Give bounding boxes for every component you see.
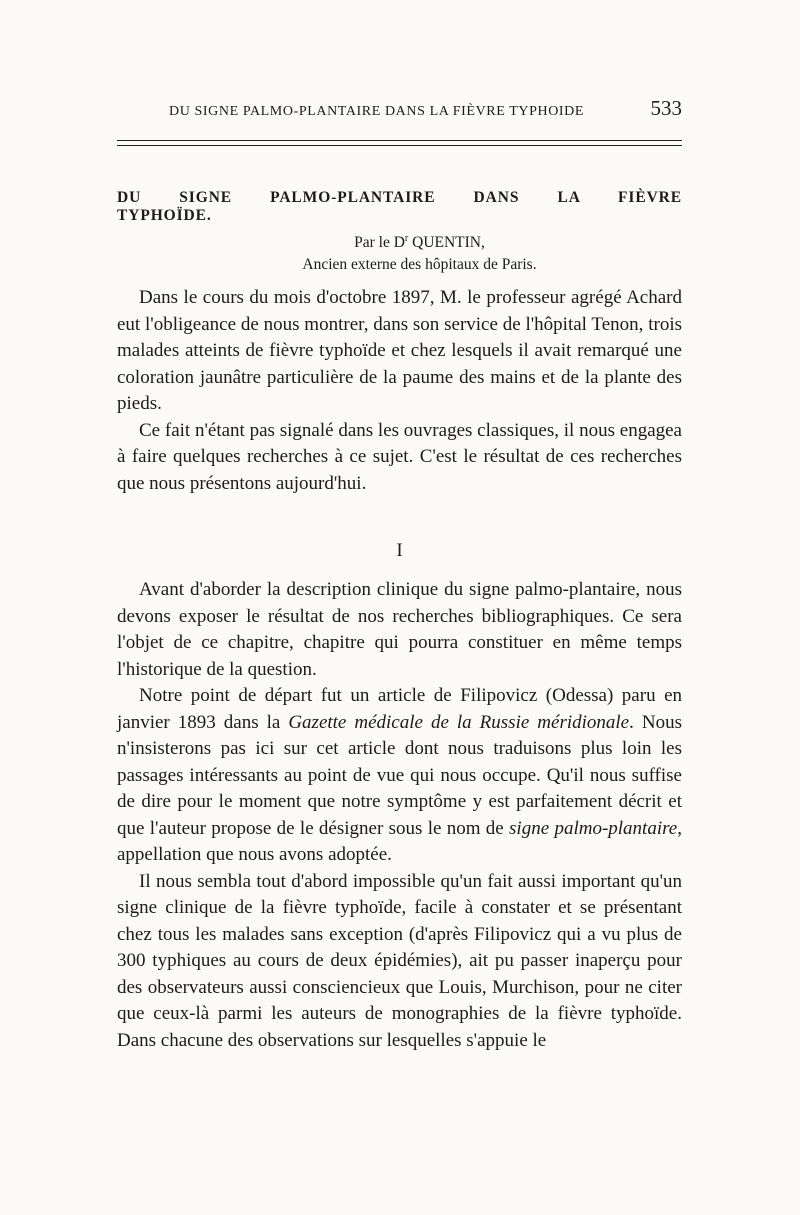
author-name: QUENTIN, xyxy=(408,234,485,252)
page-number: 533 xyxy=(650,96,682,120)
section-text xyxy=(117,577,682,1054)
journal-title: Gazette médicale de la Russie méridionale xyxy=(288,711,630,733)
author-line xyxy=(157,228,682,254)
text-run: Notre point de départ fut un article de Filipovicz (Odessa) paru en janvier 1893 dans la xyxy=(117,685,682,733)
intro-text xyxy=(117,285,682,497)
header-double-rule xyxy=(117,140,682,146)
paragraph xyxy=(117,683,682,869)
section-heading: I xyxy=(396,540,403,561)
running-head-title: DU SIGNE PALMO-PLANTAIRE DANS LA FIÈVRE TYPHOIDE xyxy=(169,104,585,119)
text-run: , appellation que nous avons adoptée. xyxy=(117,817,682,865)
text-run: . Nous n'insisterons pas ici sur cet article dont nous traduisons plus loin les passages intéressants au point de vue qui nous occupe. Qu'il nous suffise de dire pour le moment que notre symptôme y est parfaitement décrit et que l'auteur propose de le désigner sous le nom de xyxy=(117,711,682,839)
term-italic: signe palmo-plantaire xyxy=(509,817,678,839)
paragraph: Ce fait n'étant pas signalé dans les ouvrages classiques, il nous engagea à faire quelques recherches à ce sujet. C'est le résultat de ces recherches que nous présentons aujourd'hui. xyxy=(117,419,682,494)
article-title: DU SIGNE PALMO-PLANTAIRE DANS LA FIÈVRE TYPHOÏDE. xyxy=(117,189,682,224)
paragraph: Il nous sembla tout d'abord impossible qu'un fait aussi important qu'un signe clinique de la fièvre typhoïde, facile à constater et se présentant chez tous les malades sans exception (d'après Filipovicz qui a vu plus de 300 typhiques au cours de deux épidémies), ait pu passer inaperçu pour des observateurs aussi consciencieux que Louis, Murchison, pour ne citer que ceux-là parmi les auteurs de monographies de la fièvre typhoïde. Dans chacune des observations sur lesquelles s'appuie le xyxy=(117,870,682,1051)
byline-sup: r xyxy=(404,233,409,244)
byline-prefix: Par le D xyxy=(354,234,405,252)
paragraph: Avant d'aborder la description clinique du signe palmo-plantaire, nous devons exposer le résultat de nos recherches bibliographiques. Ce sera l'objet de ce chapitre, chapitre qui pourra constituer en même temps l'historique de la question. xyxy=(117,579,682,680)
paragraph: Dans le cours du mois d'octobre 1897, M. le professeur agrégé Achard eut l'obligeance de nous montrer, dans son service de l'hôpital Tenon, trois malades atteints de fièvre typhoïde et chez lesquels il avait remarqué une coloration jaunâtre particulière de la paume des mains et de la plante des pieds. xyxy=(117,287,682,414)
author-affiliation: Ancien externe des hôpitaux de Paris. xyxy=(302,256,537,274)
running-head xyxy=(117,96,682,122)
byline xyxy=(117,228,682,276)
